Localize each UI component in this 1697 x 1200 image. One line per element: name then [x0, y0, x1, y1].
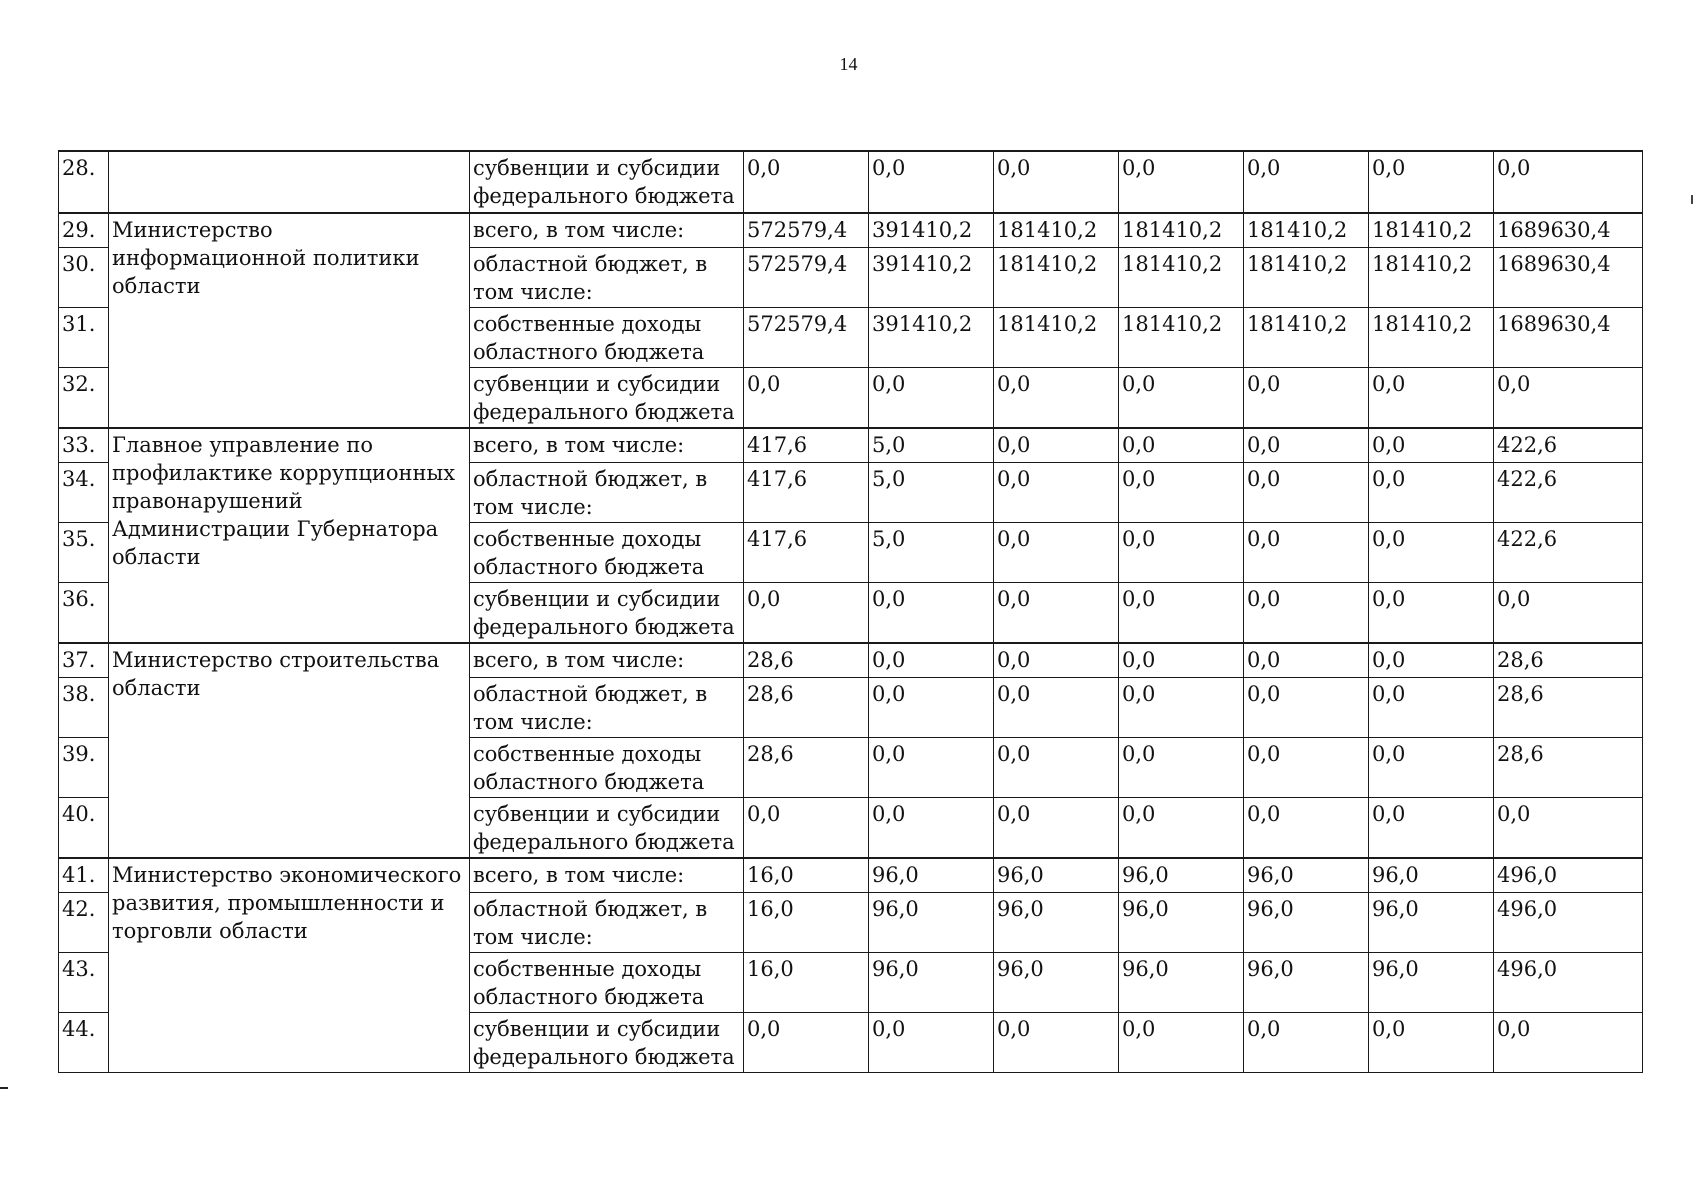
value-cell: 0,0	[869, 368, 994, 429]
table-row	[59, 213, 1643, 248]
organization-name: Министерство экономического развития, промышленности и торговли области	[109, 858, 470, 1073]
value-cell: 0,0	[869, 643, 994, 678]
page-number: 14	[839, 54, 858, 74]
value-total-cell: 1689630,4	[1494, 308, 1643, 368]
value-cell: 391410,2	[869, 248, 994, 308]
funding-source: собственные доходы областного бюджета	[470, 953, 744, 1013]
value-cell: 0,0	[994, 798, 1119, 859]
value-cell: 0,0	[1244, 1013, 1369, 1073]
value-cell: 16,0	[744, 893, 869, 953]
funding-source: всего, в том числе:	[470, 643, 744, 678]
value-total-cell: 0,0	[1494, 368, 1643, 429]
value-total-cell: 0,0	[1494, 151, 1643, 213]
value-total-cell: 0,0	[1494, 1013, 1643, 1073]
value-cell: 391410,2	[869, 308, 994, 368]
value-total-cell: 1689630,4	[1494, 248, 1643, 308]
value-cell: 5,0	[869, 428, 994, 463]
value-cell: 0,0	[994, 738, 1119, 798]
value-cell: 0,0	[994, 428, 1119, 463]
funding-source: всего, в том числе:	[470, 213, 744, 248]
row-number: 34.	[59, 463, 109, 523]
value-cell: 28,6	[744, 678, 869, 738]
value-cell: 572579,4	[744, 213, 869, 248]
value-cell: 0,0	[1369, 428, 1494, 463]
organization-group	[59, 151, 1643, 213]
value-cell: 181410,2	[1244, 308, 1369, 368]
value-total-cell: 496,0	[1494, 858, 1643, 893]
row-number: 33.	[59, 428, 109, 463]
funding-source: областной бюджет, в том числе:	[470, 463, 744, 523]
value-cell: 0,0	[1119, 678, 1244, 738]
row-number: 30.	[59, 248, 109, 308]
value-cell: 0,0	[869, 151, 994, 213]
funding-source: областной бюджет, в том числе:	[470, 678, 744, 738]
value-cell: 96,0	[994, 953, 1119, 1013]
value-cell: 181410,2	[994, 248, 1119, 308]
value-cell: 0,0	[1119, 643, 1244, 678]
value-cell: 16,0	[744, 953, 869, 1013]
funding-source: субвенции и субсидии федерального бюджета	[470, 583, 744, 644]
organization-name: Главное управление по профилактике коррупционных правонарушений Администрации Губернатора области	[109, 428, 470, 643]
row-number: 36.	[59, 583, 109, 644]
value-cell: 181410,2	[1244, 213, 1369, 248]
row-number: 41.	[59, 858, 109, 893]
value-cell: 181410,2	[1244, 248, 1369, 308]
value-cell: 96,0	[1369, 893, 1494, 953]
value-cell: 0,0	[1119, 428, 1244, 463]
value-cell: 0,0	[1119, 1013, 1244, 1073]
value-cell: 16,0	[744, 858, 869, 893]
value-total-cell: 422,6	[1494, 428, 1643, 463]
value-cell: 0,0	[994, 368, 1119, 429]
value-cell: 181410,2	[994, 213, 1119, 248]
value-cell: 0,0	[869, 678, 994, 738]
value-cell: 181410,2	[1119, 213, 1244, 248]
value-cell: 0,0	[1369, 1013, 1494, 1073]
row-number: 38.	[59, 678, 109, 738]
value-total-cell: 28,6	[1494, 678, 1643, 738]
value-cell: 0,0	[994, 523, 1119, 583]
funding-source: всего, в том числе:	[470, 428, 744, 463]
value-cell: 0,0	[744, 368, 869, 429]
value-cell: 181410,2	[1369, 308, 1494, 368]
funding-source: собственные доходы областного бюджета	[470, 523, 744, 583]
row-number: 44.	[59, 1013, 109, 1073]
value-cell: 391410,2	[869, 213, 994, 248]
value-cell: 0,0	[994, 151, 1119, 213]
value-cell: 0,0	[1244, 463, 1369, 523]
funding-source: всего, в том числе:	[470, 858, 744, 893]
row-number: 37.	[59, 643, 109, 678]
value-cell: 96,0	[1369, 953, 1494, 1013]
row-number: 31.	[59, 308, 109, 368]
row-number: 35.	[59, 523, 109, 583]
value-cell: 0,0	[1244, 798, 1369, 859]
value-cell: 181410,2	[1119, 248, 1244, 308]
value-cell: 96,0	[869, 893, 994, 953]
value-cell: 0,0	[1244, 643, 1369, 678]
value-total-cell: 0,0	[1494, 583, 1643, 644]
value-cell: 417,6	[744, 428, 869, 463]
value-cell: 181410,2	[1119, 308, 1244, 368]
table-row	[59, 428, 1643, 463]
value-cell: 0,0	[1119, 463, 1244, 523]
value-cell: 0,0	[869, 1013, 994, 1073]
value-cell: 5,0	[869, 463, 994, 523]
funding-source: собственные доходы областного бюджета	[470, 738, 744, 798]
value-cell: 0,0	[994, 583, 1119, 644]
value-cell: 181410,2	[994, 308, 1119, 368]
value-cell: 417,6	[744, 463, 869, 523]
value-cell: 96,0	[869, 953, 994, 1013]
value-total-cell: 422,6	[1494, 463, 1643, 523]
table-row	[59, 151, 1643, 213]
value-total-cell: 422,6	[1494, 523, 1643, 583]
value-total-cell: 496,0	[1494, 953, 1643, 1013]
value-cell: 417,6	[744, 523, 869, 583]
row-number: 39.	[59, 738, 109, 798]
value-total-cell: 0,0	[1494, 798, 1643, 859]
value-cell: 0,0	[869, 583, 994, 644]
value-cell: 96,0	[994, 893, 1119, 953]
funding-source: субвенции и субсидии федерального бюджета	[470, 1013, 744, 1073]
value-cell: 0,0	[1119, 798, 1244, 859]
row-number: 32.	[59, 368, 109, 429]
table-row	[59, 643, 1643, 678]
row-number: 43.	[59, 953, 109, 1013]
value-cell: 0,0	[1244, 738, 1369, 798]
value-cell: 0,0	[1119, 738, 1244, 798]
value-cell: 96,0	[1119, 893, 1244, 953]
value-cell: 181410,2	[1369, 248, 1494, 308]
value-cell: 96,0	[1119, 858, 1244, 893]
organization-name: Министерство информационной политики области	[109, 213, 470, 428]
value-cell: 572579,4	[744, 308, 869, 368]
value-cell: 0,0	[1369, 463, 1494, 523]
value-cell: 0,0	[1369, 678, 1494, 738]
value-cell: 0,0	[1369, 738, 1494, 798]
value-cell: 0,0	[869, 798, 994, 859]
value-cell: 0,0	[1369, 368, 1494, 429]
value-cell: 0,0	[1244, 428, 1369, 463]
value-cell: 0,0	[994, 678, 1119, 738]
funding-source: областной бюджет, в том числе:	[470, 248, 744, 308]
value-cell: 28,6	[744, 738, 869, 798]
value-cell: 0,0	[1119, 583, 1244, 644]
value-cell: 96,0	[1244, 953, 1369, 1013]
organization-group	[59, 643, 1643, 858]
organization-group	[59, 428, 1643, 643]
value-cell: 0,0	[994, 463, 1119, 523]
row-number: 42.	[59, 893, 109, 953]
value-cell: 0,0	[1369, 583, 1494, 644]
value-cell: 96,0	[1369, 858, 1494, 893]
organization-group	[59, 213, 1643, 428]
value-cell: 0,0	[1119, 523, 1244, 583]
value-cell: 0,0	[744, 583, 869, 644]
value-cell: 96,0	[1119, 953, 1244, 1013]
funding-source: областной бюджет, в том числе:	[470, 893, 744, 953]
value-cell: 0,0	[1244, 151, 1369, 213]
value-cell: 0,0	[744, 798, 869, 859]
table-row	[59, 858, 1643, 893]
value-cell: 5,0	[869, 523, 994, 583]
funding-source: собственные доходы областного бюджета	[470, 308, 744, 368]
budget-table	[58, 150, 1643, 1073]
value-cell: 0,0	[744, 1013, 869, 1073]
value-cell: 572579,4	[744, 248, 869, 308]
value-cell: 181410,2	[1369, 213, 1494, 248]
value-cell: 0,0	[1244, 678, 1369, 738]
organization-name: Министерство строительства области	[109, 643, 470, 858]
funding-source: субвенции и субсидии федерального бюджета	[470, 151, 744, 213]
funding-source: субвенции и субсидии федерального бюджета	[470, 368, 744, 429]
organization-name	[109, 151, 470, 213]
value-cell: 96,0	[869, 858, 994, 893]
value-cell: 96,0	[1244, 893, 1369, 953]
value-cell: 96,0	[994, 858, 1119, 893]
row-number: 40.	[59, 798, 109, 859]
value-total-cell: 496,0	[1494, 893, 1643, 953]
edge-mark	[1691, 195, 1693, 204]
value-cell: 28,6	[744, 643, 869, 678]
value-total-cell: 28,6	[1494, 738, 1643, 798]
value-cell: 0,0	[1369, 523, 1494, 583]
organization-group	[59, 858, 1643, 1073]
value-cell: 0,0	[869, 738, 994, 798]
value-cell: 0,0	[1119, 368, 1244, 429]
row-number: 28.	[59, 151, 109, 213]
value-cell: 0,0	[1244, 523, 1369, 583]
value-cell: 0,0	[1244, 583, 1369, 644]
value-total-cell: 1689630,4	[1494, 213, 1643, 248]
value-cell: 0,0	[1369, 643, 1494, 678]
value-cell: 0,0	[1119, 151, 1244, 213]
value-cell: 0,0	[1369, 798, 1494, 859]
value-cell: 96,0	[1244, 858, 1369, 893]
value-cell: 0,0	[744, 151, 869, 213]
value-cell: 0,0	[994, 643, 1119, 678]
funding-source: субвенции и субсидии федерального бюджета	[470, 798, 744, 859]
value-cell: 0,0	[994, 1013, 1119, 1073]
value-cell: 0,0	[1244, 368, 1369, 429]
margin-mark	[0, 1087, 8, 1089]
value-cell: 0,0	[1369, 151, 1494, 213]
value-total-cell: 28,6	[1494, 643, 1643, 678]
row-number: 29.	[59, 213, 109, 248]
